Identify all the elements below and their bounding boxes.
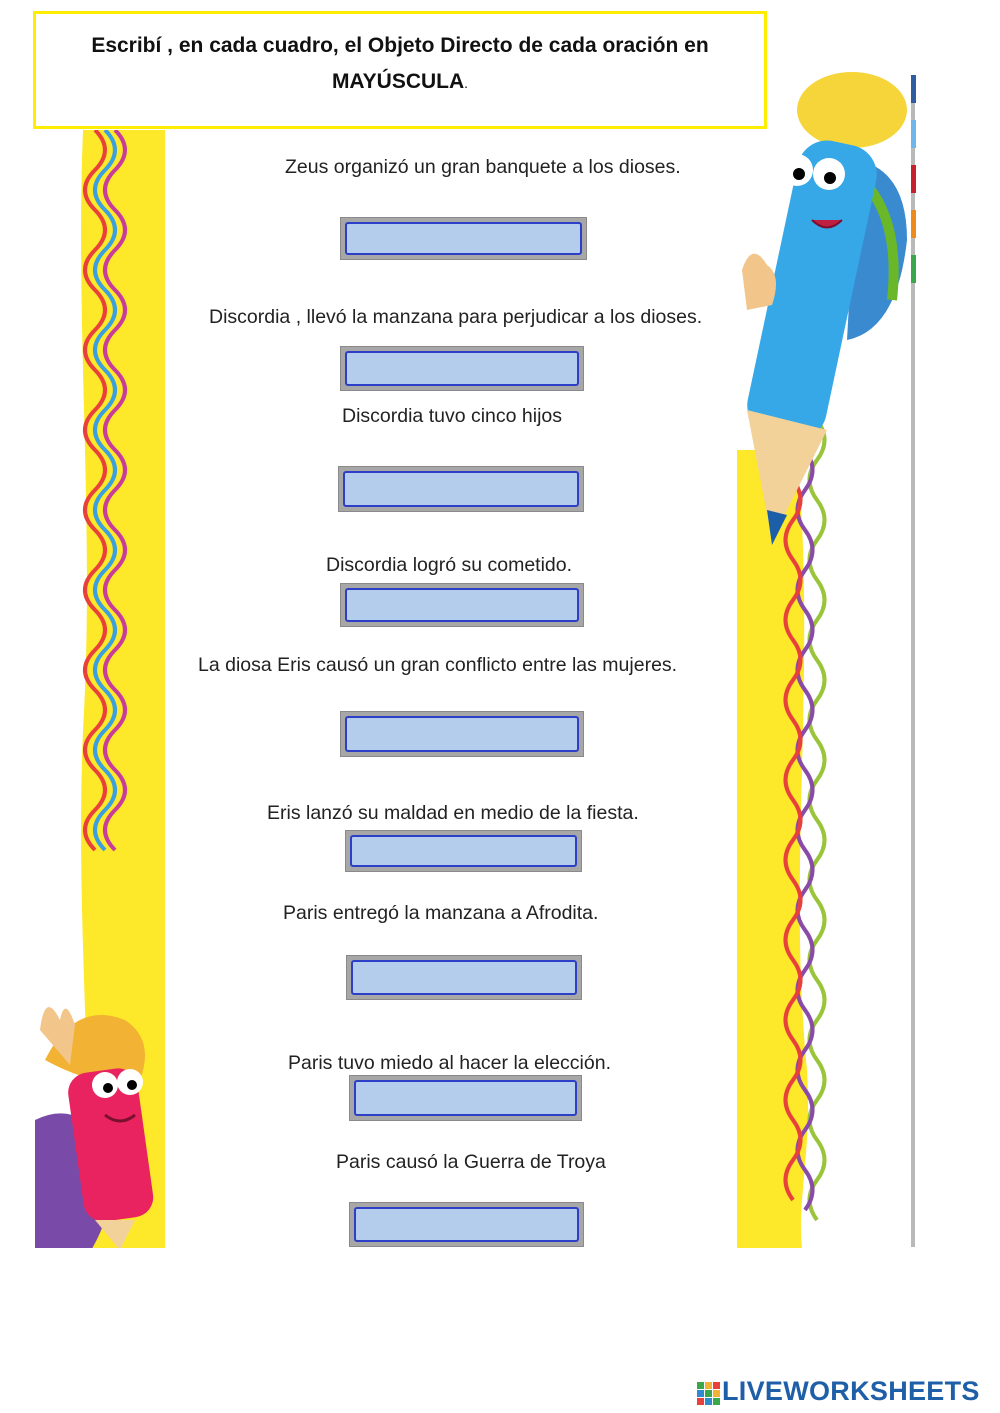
answer-box-8 <box>349 1075 582 1121</box>
instruction-period: . <box>464 75 469 91</box>
instruction-emphasis <box>36 70 764 94</box>
tab-marker-blue <box>911 75 916 103</box>
right-decorative-band <box>737 70 917 1248</box>
left-decorative-band <box>35 130 165 1248</box>
answer-input-4[interactable] <box>345 588 579 622</box>
sentence-4: Discordia logró su cometido. <box>326 554 573 576</box>
sentence-1: Zeus organizó un gran banquete a los dioses. <box>285 156 681 178</box>
answer-input-8[interactable] <box>354 1080 577 1116</box>
instruction-text: Escribí , en cada cuadro, el Objeto Directo de cada oración en <box>91 34 709 57</box>
sentence-7: Paris entregó la manzana a Afrodita. <box>283 902 599 924</box>
answer-input-9[interactable] <box>354 1207 579 1242</box>
answer-box-6 <box>345 830 582 872</box>
blue-pencil-character-icon <box>742 72 907 545</box>
tab-marker-red <box>911 165 916 193</box>
instruction-uppercase-word: MAYÚSCULA <box>331 70 465 93</box>
sentence-6: Eris lanzó su maldad en medio de la fiesta. <box>267 802 639 824</box>
answer-input-1[interactable] <box>345 222 582 255</box>
sentence-8: Paris tuvo miedo al hacer la elección. <box>288 1052 611 1074</box>
sentence-5: La diosa Eris causó un gran conflicto entre las mujeres. <box>198 654 678 676</box>
pink-pencil-character-icon <box>35 1007 156 1248</box>
tab-marker-orange <box>911 210 916 238</box>
liveworksheets-logo-icon <box>697 1382 721 1406</box>
sentence-3: Discordia tuvo cinco hijos <box>342 405 563 427</box>
answer-box-1 <box>340 217 587 260</box>
answer-box-2 <box>340 346 584 391</box>
answer-box-9 <box>349 1202 584 1247</box>
answer-input-3[interactable] <box>343 471 579 507</box>
answer-box-4 <box>340 583 584 627</box>
liveworksheets-brand-text: LIVEWORKSHEETS <box>722 1376 980 1406</box>
answer-input-7[interactable] <box>351 960 577 995</box>
right-margin-rule <box>911 75 915 1247</box>
sentence-2: Discordia , llevó la manzana para perjudicar a los dioses. <box>209 306 703 328</box>
answer-input-2[interactable] <box>345 351 579 386</box>
answer-box-3 <box>338 466 584 512</box>
sentence-9: Paris causó la Guerra de Troya <box>336 1151 606 1173</box>
answer-box-7 <box>346 955 582 1000</box>
answer-input-6[interactable] <box>350 835 577 867</box>
instruction-box <box>33 11 767 129</box>
answer-input-5[interactable] <box>345 716 579 752</box>
answer-box-5 <box>340 711 584 757</box>
tab-marker-lightblue <box>911 120 916 148</box>
tab-marker-green <box>911 255 916 283</box>
